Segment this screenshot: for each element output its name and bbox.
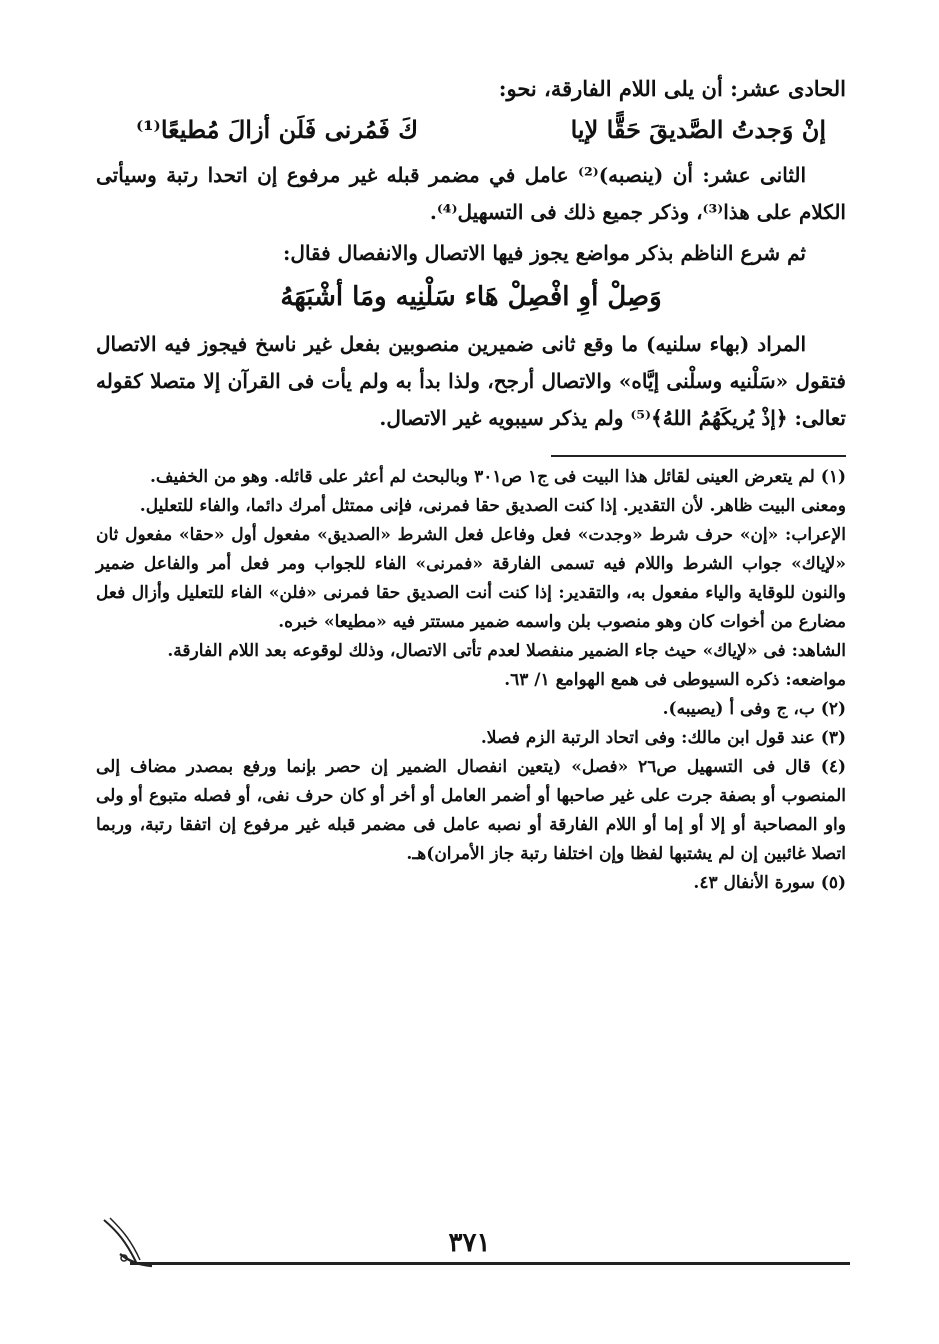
- footnote-1-locations: مواضعه: ذكره السيوطى فى همع الهوامع ١/ ٦٣.: [504, 670, 846, 690]
- footnote-1-source: (١) لم يتعرض العينى لقائل هذا البيت فى ج١ ص٣٠١ وبالبحث لم أعثر على قائله. وهو من الخفيف.: [149, 467, 846, 487]
- bottom-rule: [130, 1262, 850, 1265]
- paragraph-4: المراد (بهاء سلنيه) ما وقع ثانى ضميرين منصوبين بفعل غير ناسخ فيجوز فيه الاتصال فتقول «سَلْنيه وسلْنى إيَّاه» والاتصال أرجح، ولذا بدأ به ولم يأت فى القرآن إلا متصلا كقوله تعالى: ﴿إذْ يُريكَهُمُ اللهُ﴾⁽⁵⁾ ولم يذكر سيبويه غير الاتصال.: [96, 332, 846, 430]
- paragraph-2: الثانى عشر: أن (ينصبه)⁽²⁾ عامل في مضمر قبله غير مرفوع إن اتحدا رتبة وسيأتى الكلام على هذا⁽³⁾، وذكر جميع ذلك فى التسهيل⁽⁴⁾.: [96, 163, 846, 224]
- page-number: ٣٧١: [448, 1228, 491, 1258]
- footnote-3: (٣) عند قول ابن مالك: وفى اتحاد الرتبة الزم فصلا.: [480, 728, 846, 748]
- footnote-1-evidence: الشاهد: فى «لإياك» حيث جاء الضمير منفصلا لعدم تأتى الاتصال، وذلك لوقوعه بعد اللام الفارقة.: [167, 641, 846, 661]
- footnote-2: (٢) ب، ج وفى أ (يصيبه).: [662, 699, 846, 719]
- page-body: [96, 70, 846, 898]
- footnote-4: (٤) قال فى التسهيل ص٢٦ «فصل» (يتعين انفصال الضمير إن حصر بإنما ورفع بمصدر مضاف إلى المنصوب أو بصفة جرت على غير صاحبها أو أضمر العامل أو أخر أو كان حرف نفى، أو فصله متبوع أو ولى واو المصاحبة أو إلا أو إما أو اللام الفارقة أو نصبه عامل فى مضمر قبله غير مرفوع إن اتفقا رتبة، وربما اتصلا غائبين إن لم يشتبها لفظا وإن اختلفا رتبة جاز الأمران)هـ.: [96, 757, 846, 864]
- footnotes: [96, 463, 846, 898]
- footnote-1-parsing: الإعراب: «إن» حرف شرط «وجدت» فعل وفاعل فعل الشرط «الصديق» مفعول أول «حقا» مفعول ثان «لإياك» جواب الشرط واللام فيه تسمى الفارقة «فمرنى» الفاء للجواب ومر فعل أمر والفاعل ضمير والنون للوقاية والياء مفعول به، والتقدير: إذا كنت أنت الصديق حقا فمرنى «فلن» الفاء للتعليل وأزال فعل مضارع من أخوات كان وهو منصوب بلن واسمه ضمير مستتر فيه «مطيعا» خبره.: [96, 525, 846, 632]
- verse-2: وَصِلْ أوِ افْصِلْ هَاء سَلْنِيه ومَا أشْبَهَهُ: [280, 282, 662, 312]
- verse-1-right-hemistich: إنْ وَجدتُ الصَّديقَ حَقًّا لإيا: [570, 115, 826, 144]
- footnote-5: (٥) سورة الأنفال ٤٣.: [693, 873, 846, 893]
- paragraph-3: ثم شرع الناظم بذكر مواضع يجوز فيها الاتصال والانفصال فقال:: [283, 241, 806, 265]
- text-line-1: الحادى عشر: أن يلى اللام الفارقة، نحو:: [498, 76, 846, 101]
- footnote-1-meaning: ومعنى البيت ظاهر. لأن التقدير. إذا كنت الصديق حقا فمرنى، فإنى ممتثل أمرك دائما، والفاء للتعليل.: [139, 496, 846, 516]
- verse-1: [96, 107, 846, 153]
- verse-1-left-hemistich: كَ فَمُرنى فَلَن أزالَ مُطيعًا⁽¹⁾: [136, 115, 419, 144]
- footnote-separator: [551, 455, 846, 457]
